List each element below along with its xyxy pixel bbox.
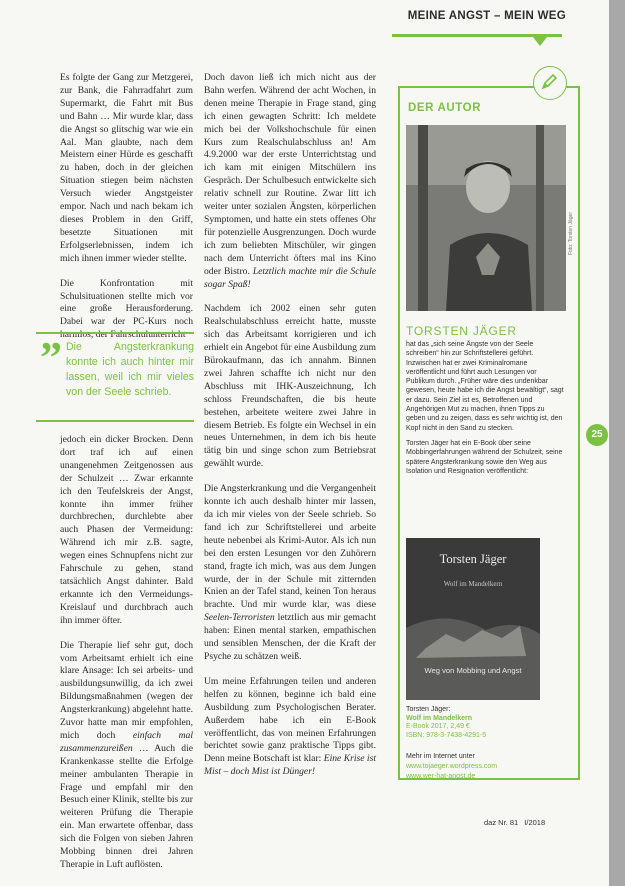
- text: Die Therapie lief sehr gut, doch vom Arbeitsamt erhielt ich eine klare Ansage: Ich sei arbeits- und ausbildungsunwillig, da ich zwei Bildungsmaßnahmen (wegen der Angsterkrankung) abgelehnt hatte. Zuvor hatte man mir empfohlen, mich doch: [60, 639, 193, 741]
- paragraph: [60, 640, 193, 872]
- article-column-1-continued: [60, 434, 193, 884]
- web-links: [406, 752, 566, 782]
- book-author-line: Torsten Jäger:: [406, 706, 451, 713]
- paragraph: [204, 483, 376, 664]
- magazine-issue: daz Nr. 81: [484, 818, 519, 827]
- book-title: Wolf im Mandelkern: [406, 714, 472, 722]
- paragraph: [204, 676, 376, 779]
- link-website[interactable]: www.wer-hat-angst.de: [406, 773, 476, 780]
- author-name: TORSTEN JÄGER: [406, 324, 517, 338]
- links-label: Mehr im Internet unter: [406, 753, 475, 760]
- book-isbn: ISBN: 978-3-7438-4291-5: [406, 732, 487, 740]
- page-number: 25: [586, 424, 608, 446]
- text: Um meine Erfahrungen teilen und anderen helfen zu können, beginne ich bald eine Ausbildung zum Psychologischen Berater. Außerdem habe ich ein E-Book veröffentlicht, das von meinen Erfahrungen berichtet sowie ganz praktische Tipps gibt. Denn meine Botschaft ist klar:: [204, 675, 376, 765]
- pull-quote: [36, 332, 194, 422]
- section-header: MEINE ANGST – MEIN WEG: [407, 10, 566, 22]
- book-edition: E-Book 2017, 2,49 €: [406, 723, 470, 731]
- paragraph: Es folgte der Gang zur Metzgerei, zur Bank, die Fahrradfahrt zum Supermarkt, die Fahrt mit Bus und Bahn … Mir wurde klar, dass die Angst so glitschig war wie ein Aal. Man glaubte, nach dem Meistern einer Hürde es geschafft zu haben, doch in der gleichen Situation stiegen beim nächsten Versuch wieder Angstgeister empor. Nach und nach bekam ich dieses Problem in den Griff, besetzte Situationen mit Erfolgserlebnissen, indem ich mich ihnen immer wieder stellte.: [60, 72, 193, 264]
- emphasis: Eine Krise ist Mist – doch Mist ist Dünger!: [204, 753, 376, 778]
- article-column-2: [204, 72, 376, 791]
- text: Doch davon ließ ich mich nicht aus der Bahn werfen. Während der acht Wochen, in denen meine Therapie in Frage stand, ging ich einen gewagten Schritt: Ich meldete mich bei der Volkshochschule für einen Kurs zum Realschulabschluss an! Am 4.9.2000 war der erste Unterrichtstag und ich kam mit einigen Mitschülern ins Gespräch. Der Schulbesuch entwickelte sich relativ schnell zur Routine. Zwar litt ich weiter unter sozialen Ängsten, körperlichen Symptomen, und hatte ein stets offenes Ohr für potenzielle Ausgrenzungen. Doch wurde ich zum beliebten Mitschüler, wir gingen nach dem Unterricht öfters mal ins Kino oder Bistro.: [204, 72, 376, 277]
- book-cover-author: Torsten Jäger: [439, 552, 507, 566]
- book-cover-subtitle: Weg von Mobbing und Angst: [424, 666, 522, 675]
- paragraph: [204, 72, 376, 291]
- page-edge: [609, 0, 625, 886]
- author-photo: [406, 125, 566, 311]
- header-arrow: [533, 37, 547, 46]
- photo-credit: Foto: Torsten Jäger: [568, 212, 574, 255]
- sidebar-title: DER AUTOR: [408, 102, 482, 114]
- emphasis: einfach mal zusammenzureißen: [60, 729, 193, 754]
- book-cover-title: Wolf im Mandelkern: [443, 580, 503, 588]
- pencil-icon: [533, 66, 567, 100]
- footer: [484, 818, 549, 827]
- text: … Auch die Krankenkasse stellte die Erfolge meiner ambulanten Therapie in Frage und empfahl mir den Besuch einer Klinik, stellte bis zur weiteren Prüfung die Therapie ein. Man erwartete offenbar, dass sich die Folgen von sieben Jahren Mobbing binnen drei Jahren Therapie in Luft auflösten.: [60, 742, 193, 870]
- paragraph: hat das „sich seine Ängste von der Seele schreiben“ hin zur Schriftstellerei geführt. Inzwischen hat er zwei Kriminalromane veröffentlicht und führt auch Lesungen vor Publikum durch. „Früher wäre dies undenkbar gewesen, heute habe ich die Angst bewältigt“, sagt er dazu. Sein Ziel ist es, Betroffenen und Angehörigen Mut zu machen, ihnen Tipps zu geben und zu zeigen, dass es sehr wichtig ist, den Kopf nicht in den Sand zu stecken.: [406, 341, 564, 432]
- book-info: [406, 706, 566, 741]
- pull-quote-text: Die Angsterkrankung konnte ich auch hinter mir lassen, weil ich mir vieles von der Seele schrieb.: [66, 341, 194, 398]
- paragraph: Die Konfrontation mit Schulsituationen stellte mich vor eine große Herausforderung. Dabei war der PC-Kurs noch harmlos, der Fahrschulunterricht: [60, 277, 193, 341]
- paragraph: Torsten Jäger hat ein E-Book über seine Mobbingerfahrungen während der Schulzeit, seine spätere Angsterkrankung sowie den Weg aus Isolation und Resignation veröffentlicht:: [406, 439, 563, 475]
- emphasis: Letztlich machte mir die Schule sogar Spaß!: [204, 265, 376, 290]
- paragraph: jedoch ein dicker Brocken. Denn dort traf ich auf einen unangenehmen Zeitgenossen aus der Schulzeit … Zwar erkannte ich den Teufelskreis der Angst, konnte ihn immer früher durchbrechen, durchlebte aber auch Phasen der Vermeidung: Während ich mir z.B. sagte, wegen eines Schnupfens nicht zur Fahrschule zu gehen, stand tatsächlich Angst dahinter. Bald erkannte ich den Vermeidungs-Kreislauf und durchbrach auch ihn immer öfter.: [60, 434, 193, 626]
- book-cover: [406, 538, 540, 700]
- author-bio: [406, 340, 564, 482]
- emphasis: Seelen-Terroristen: [204, 612, 275, 624]
- issue-date: I/2018: [524, 818, 546, 827]
- link-blog[interactable]: www.tojaeger.wordpress.com: [406, 763, 498, 770]
- text: Die Angsterkrankung und die Vergangenheit konnte ich auch deshalb hinter mir lassen, da ich mir vieles von der Seele schrieb. So fand ich zur Schriftstellerei und arbeite heute nebenbei als Krimi-Autor. Als ich nun bei den ersten Lesungen vor den Zuhörern stand, fragte ich mich, was aus dem Jungen wurde, der in der Schule mit zitternden Knien an der Tafel stand, keinen Ton heraus brachte. Und mir wurde klar, was diese: [204, 483, 376, 611]
- quote-mark-icon: ”: [40, 333, 62, 382]
- article-column-1: [60, 72, 193, 354]
- text: letztlich aus mir gemacht haben: Einen mental starken, empathischen und sensiblen Menschen, der die Kraft der Psyche zu schätzen weiß.: [204, 612, 376, 662]
- paragraph: Nachdem ich 2002 einen sehr guten Realschulabschluss erreicht hatte, musste sich das Arbeitsamt korrigieren und ich erhielt ein Angebot für eine Ausbildung zum Bürokaufmann, das ich annahm. Binnen zwei Jahren schaffte ich nicht nur den Abschluss mit IHK-Auszeichnung, Ich schloss Freundschaften, die bis heute bestehen, arbeitete weitere zwei Jahre in diesem Betrieb. Es folgte ein Wechsel in ein neues Unternehmen, in dem ich bis heute tätig bin und singe schon zum Betriebsrat gewählt wurde.: [204, 303, 376, 470]
